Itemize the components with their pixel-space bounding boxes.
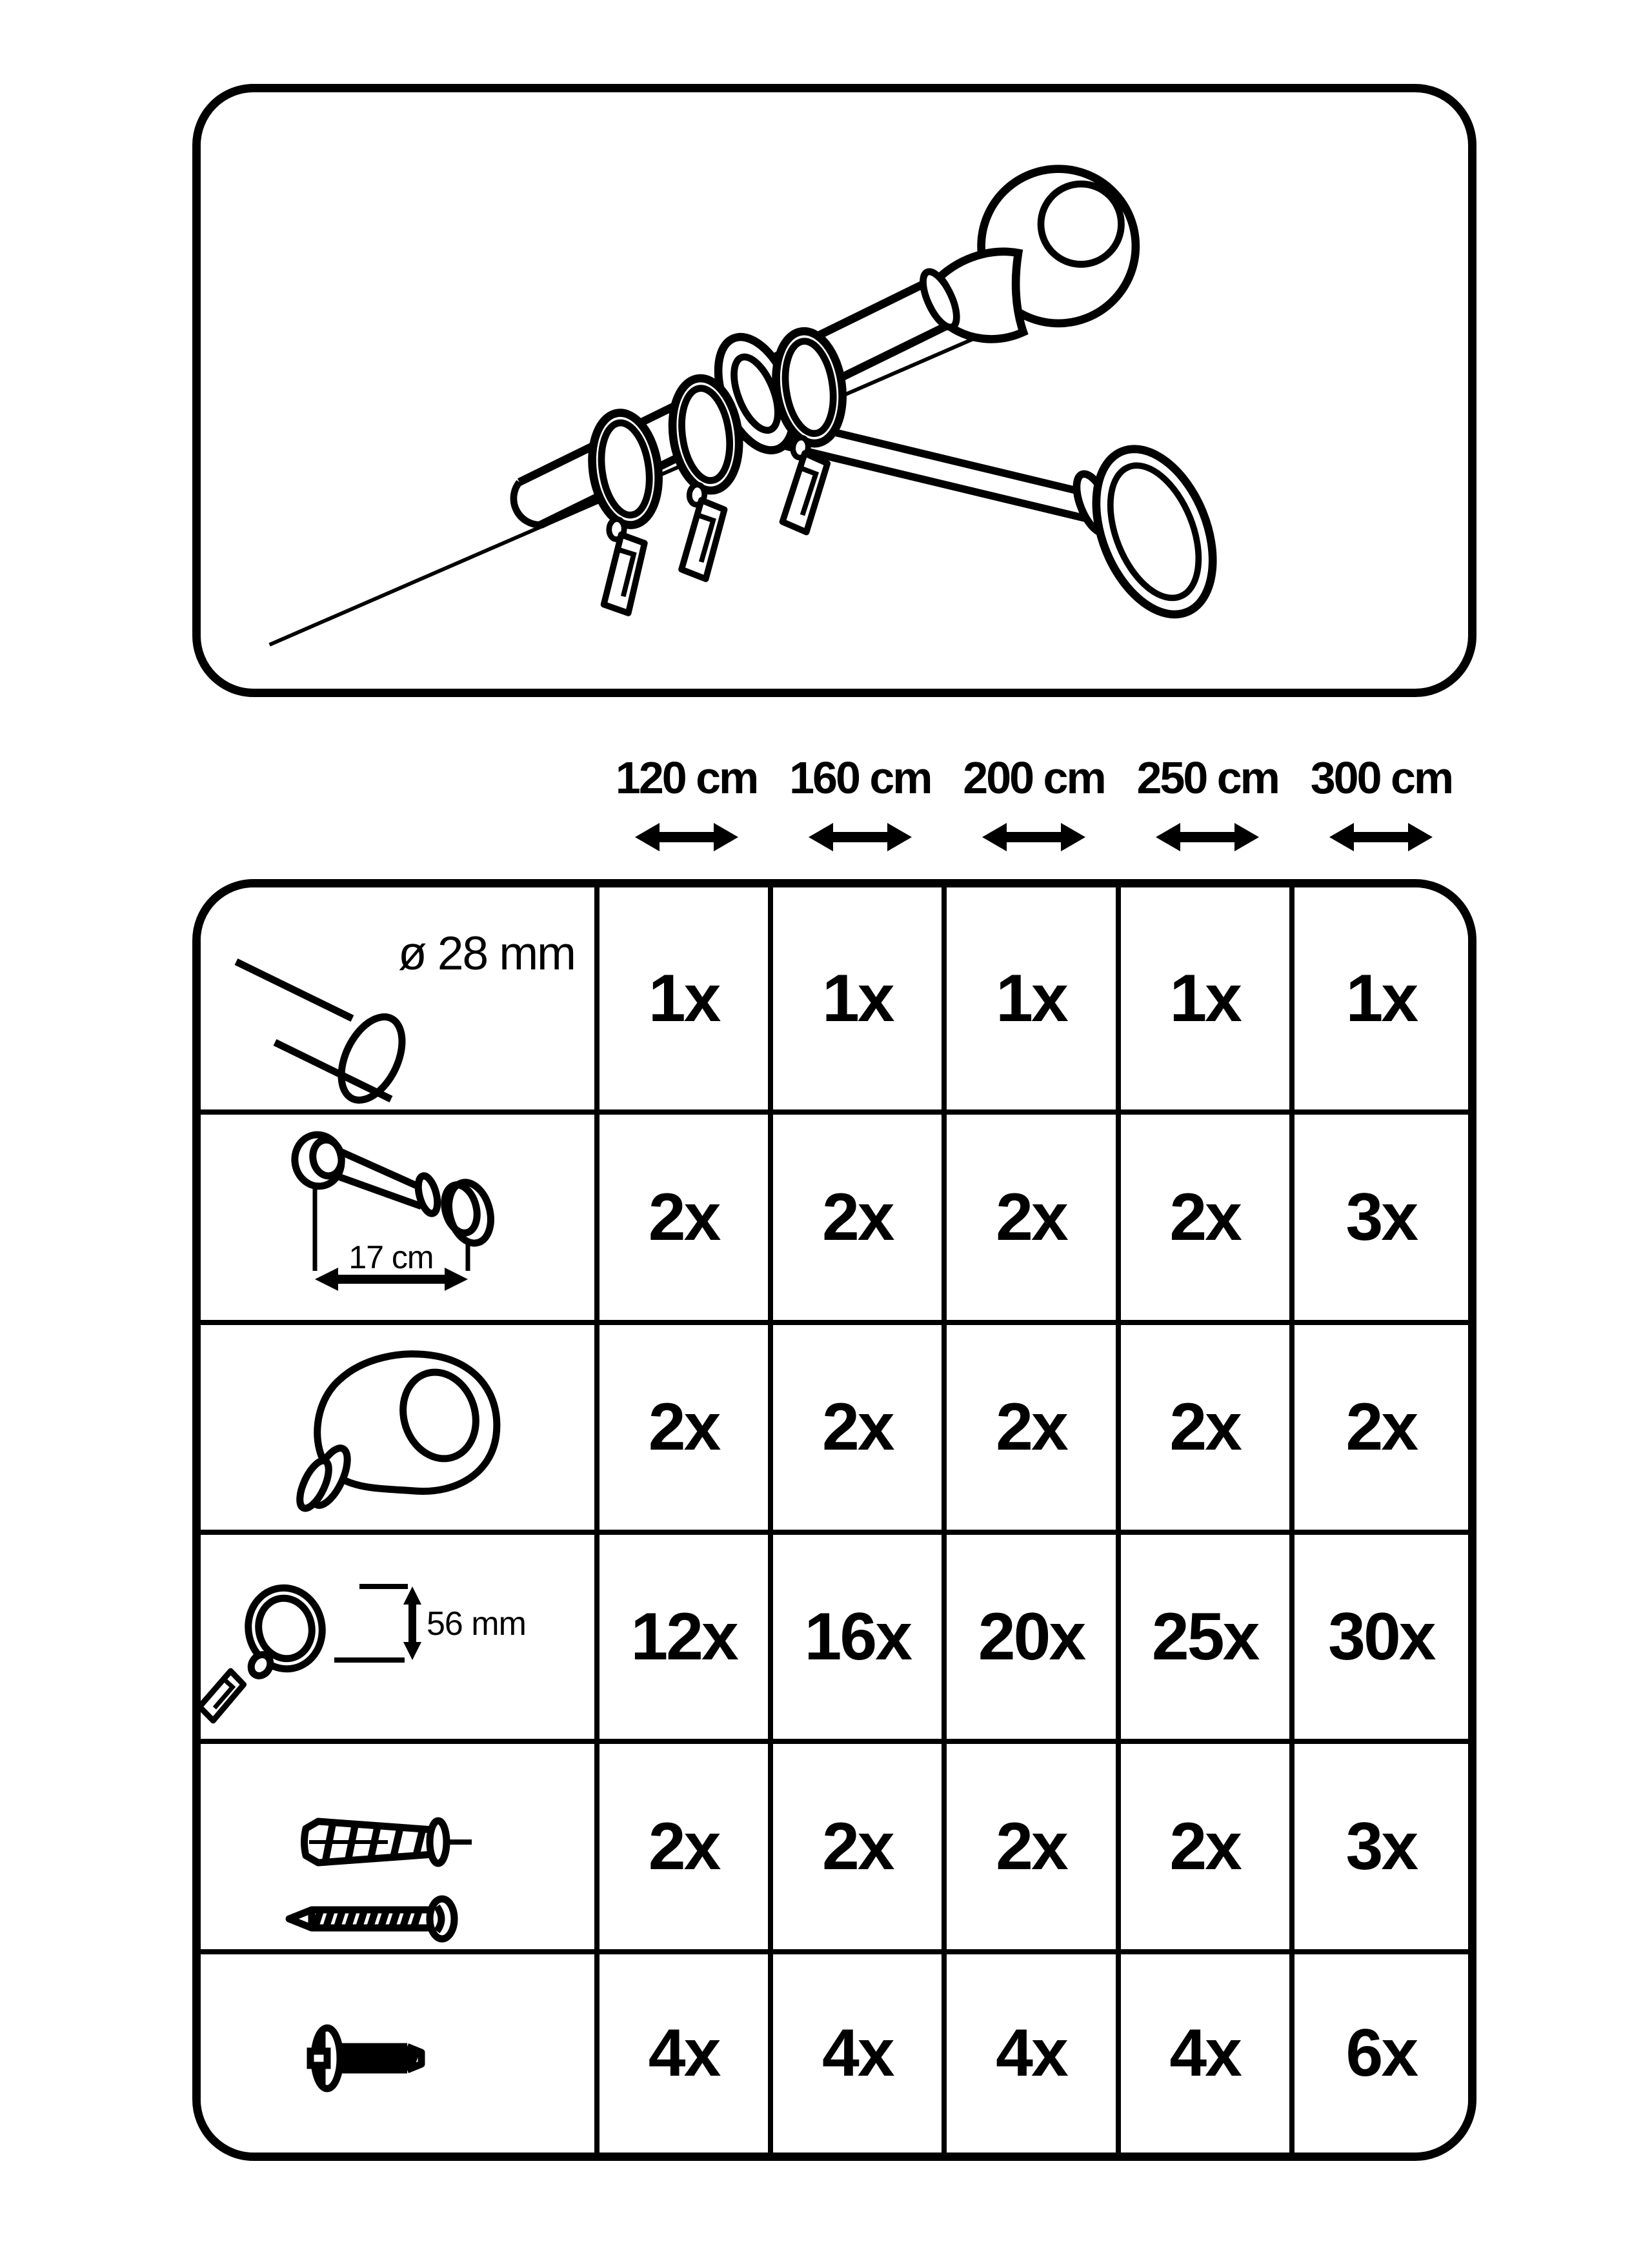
- quantity-cell: [773, 1535, 947, 1744]
- quantity-cell: [1294, 1325, 1468, 1535]
- curtain-rod-icon: [201, 887, 594, 1109]
- quantity-cell: [1121, 1744, 1294, 1954]
- height-arrow-icon: [403, 1586, 421, 1660]
- size-header: [599, 755, 1468, 865]
- quantity-value: 2x: [648, 1808, 720, 1884]
- quantity-value: 4x: [648, 2016, 720, 2091]
- quantity-value: 2x: [1345, 1390, 1417, 1464]
- left-right-arrow-icon: [1329, 820, 1433, 855]
- part-cell-finial: [201, 1325, 599, 1535]
- quantity-value: 3x: [1345, 1179, 1417, 1255]
- quantity-value: 2x: [821, 1390, 893, 1464]
- wall-plug-and-screw-icon: [201, 1744, 594, 1949]
- left-right-arrow-icon: [982, 820, 1085, 855]
- quantity-cell: [947, 1954, 1120, 2153]
- quantity-cell: [1121, 1115, 1294, 1325]
- ring-2: [665, 374, 746, 580]
- quantity-value: 4x: [821, 2016, 893, 2091]
- quantity-cell: [599, 1535, 773, 1744]
- bracket-arm-and-plate: [771, 419, 1235, 632]
- quantity-value: 6x: [1345, 2016, 1417, 2091]
- quantity-cell: [947, 1325, 1120, 1535]
- quantity-cell: [599, 887, 773, 1115]
- quantity-cell: [1294, 887, 1468, 1115]
- quantity-cell: [599, 1954, 773, 2153]
- quantity-value: 12x: [630, 1599, 737, 1674]
- quantity-value: 2x: [1169, 1179, 1241, 1255]
- size-column-250: [1121, 755, 1294, 865]
- quantity-cell: [1294, 1954, 1468, 2153]
- quantity-value: 2x: [996, 1390, 1067, 1464]
- quantity-value: 2x: [1169, 1390, 1241, 1464]
- quantity-value: 2x: [996, 1179, 1067, 1255]
- bracket-depth-label: 17 cm: [348, 1239, 434, 1275]
- curtain-ring-with-hook-icon: [201, 1535, 594, 1739]
- ring-size-label: 56 mm: [427, 1605, 526, 1643]
- quantity-cell: [599, 1115, 773, 1325]
- quantity-cell: [773, 1115, 947, 1325]
- pan-head-screw-icon: [201, 1954, 594, 2153]
- part-cell-wall-bracket: [201, 1115, 599, 1325]
- size-column-120: [599, 755, 773, 865]
- quantity-cell: [1121, 1325, 1294, 1535]
- quantity-value: 4x: [996, 2016, 1067, 2091]
- quantity-cell: [1294, 1535, 1468, 1744]
- quantity-value: 1x: [648, 960, 720, 1036]
- quantity-cell: [599, 1744, 773, 1954]
- size-column-300: [1294, 755, 1468, 865]
- part-cell-curtain-ring: [201, 1535, 599, 1744]
- quantity-value: 1x: [996, 960, 1067, 1036]
- size-label: 160 cm: [789, 753, 931, 803]
- quantity-value: 2x: [821, 1179, 893, 1255]
- quantity-cell: [599, 1325, 773, 1535]
- quantity-cell: [773, 887, 947, 1115]
- quantity-value: 2x: [996, 1808, 1067, 1884]
- left-right-arrow-icon: [1156, 820, 1259, 855]
- part-cell-curtain-rod: [201, 887, 599, 1115]
- quantity-cell: [1121, 887, 1294, 1115]
- size-column-200: [947, 755, 1120, 865]
- quantity-cell: [947, 1535, 1120, 1744]
- hook-clip: [201, 1666, 247, 1725]
- quantity-value: 30x: [1328, 1599, 1435, 1674]
- parts-table: [192, 879, 1476, 2161]
- left-right-arrow-icon: [809, 820, 912, 855]
- ball-finial: [916, 169, 1136, 339]
- quantity-value: 2x: [648, 1179, 720, 1255]
- part-cell-mounting-screw: [201, 1954, 599, 2153]
- size-column-160: [773, 755, 947, 865]
- curtain-rod-assembly-illustration: [201, 92, 1468, 689]
- wall-bracket-icon: [201, 1115, 594, 1320]
- long-screw: [289, 1899, 454, 1939]
- quantity-cell: [1294, 1744, 1468, 1954]
- quantity-value: 1x: [1345, 960, 1417, 1036]
- quantity-value: 4x: [1169, 2016, 1241, 2091]
- wall-plug: [305, 1821, 472, 1863]
- quantity-cell: [1121, 1535, 1294, 1744]
- quantity-value: 2x: [648, 1390, 720, 1464]
- quantity-value: 1x: [1169, 960, 1241, 1036]
- quantity-value: 1x: [821, 960, 893, 1036]
- quantity-cell: [947, 1115, 1120, 1325]
- ring-1: [585, 409, 666, 614]
- quantity-cell: [773, 1325, 947, 1535]
- size-label: 300 cm: [1310, 753, 1453, 803]
- quantity-cell: [1294, 1115, 1468, 1325]
- size-label: 120 cm: [615, 753, 758, 803]
- part-cell-wall-plug-and-screw: [201, 1744, 599, 1954]
- quantity-cell: [947, 1744, 1120, 1954]
- quantity-cell: [773, 1744, 947, 1954]
- left-right-arrow-icon: [635, 820, 738, 855]
- quantity-value: 20x: [978, 1599, 1085, 1674]
- hero-illustration-box: [192, 84, 1476, 697]
- size-label: 200 cm: [963, 753, 1105, 803]
- quantity-value: 2x: [821, 1808, 893, 1884]
- size-label: 250 cm: [1136, 753, 1278, 803]
- quantity-cell: [947, 887, 1120, 1115]
- finial-icon: [201, 1325, 594, 1530]
- quantity-value: 2x: [1169, 1808, 1241, 1884]
- quantity-value: 16x: [804, 1599, 911, 1674]
- rod-diameter-label: ø 28 mm: [398, 927, 575, 980]
- quantity-cell: [773, 1954, 947, 2153]
- quantity-cell: [1121, 1954, 1294, 2153]
- quantity-value: 25x: [1151, 1599, 1258, 1674]
- quantity-value: 3x: [1345, 1808, 1417, 1884]
